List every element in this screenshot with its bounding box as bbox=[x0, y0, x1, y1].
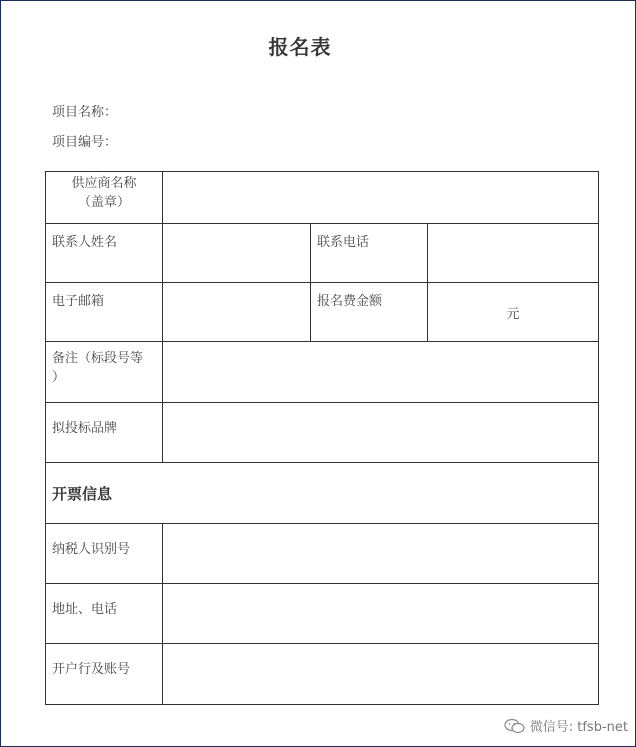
contact-name-label: 联系人姓名 bbox=[46, 224, 163, 283]
table-row bbox=[46, 524, 599, 584]
contact-phone-label: 联系电话 bbox=[311, 224, 428, 283]
table-row bbox=[46, 172, 599, 224]
watermark-text: 微信号: tfsb-net bbox=[529, 720, 628, 735]
wechat-icon bbox=[504, 718, 526, 734]
taxpayer-id-label: 纳税人识别号 bbox=[46, 524, 163, 584]
brand-field[interactable] bbox=[163, 403, 599, 463]
remarks-field[interactable] bbox=[163, 342, 599, 403]
taxpayer-id-field[interactable] bbox=[163, 524, 599, 584]
invoice-section-heading: 开票信息 bbox=[46, 463, 599, 524]
contact-name-field[interactable] bbox=[163, 224, 311, 283]
brand-label: 拟投标品牌 bbox=[46, 403, 163, 463]
bank-account-label: 开户行及账号 bbox=[46, 644, 163, 705]
fee-amount-label: 报名费金额 bbox=[311, 283, 428, 342]
supplier-name-label-line2: （盖章） bbox=[77, 195, 130, 210]
contact-phone-field[interactable] bbox=[428, 224, 599, 283]
table-row bbox=[46, 342, 599, 403]
remarks-label-line1: 备注（标段号等 bbox=[52, 351, 144, 366]
address-phone-label: 地址、电话 bbox=[46, 584, 163, 644]
address-phone-field[interactable] bbox=[163, 584, 599, 644]
table-row bbox=[46, 224, 599, 283]
registration-form-table bbox=[45, 171, 599, 705]
supplier-name-field[interactable] bbox=[163, 172, 599, 224]
supplier-name-label-line1: 供应商名称 bbox=[71, 176, 137, 191]
watermark bbox=[504, 716, 628, 735]
table-row bbox=[46, 403, 599, 463]
project-code-label: 项目编号： bbox=[52, 135, 118, 150]
bank-account-field[interactable] bbox=[163, 644, 599, 705]
remarks-label-line2: ） bbox=[52, 370, 66, 385]
page-title: 报名表 bbox=[268, 35, 332, 59]
table-row bbox=[46, 644, 599, 705]
fee-amount-field[interactable] bbox=[428, 283, 599, 342]
project-name-label: 项目名称： bbox=[52, 105, 118, 120]
table-row bbox=[46, 283, 599, 342]
supplier-name-label bbox=[46, 172, 163, 224]
email-label: 电子邮箱 bbox=[46, 283, 163, 342]
fee-unit: 元 bbox=[506, 306, 520, 322]
email-field[interactable] bbox=[163, 283, 311, 342]
remarks-label bbox=[46, 342, 163, 403]
table-row bbox=[46, 584, 599, 644]
table-row bbox=[46, 463, 599, 524]
